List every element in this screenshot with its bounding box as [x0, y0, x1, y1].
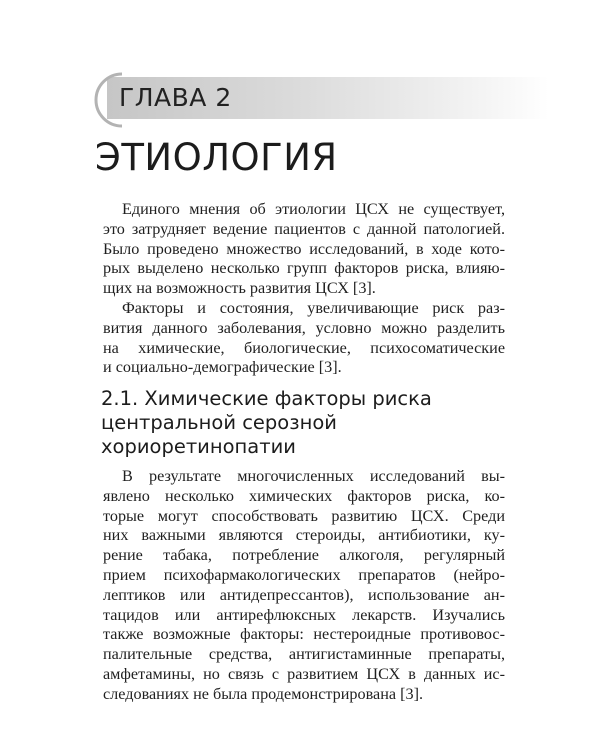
- text-line: рение табака, потребление алкоголя, регулярный: [103, 546, 505, 565]
- section-paragraph: [103, 467, 505, 705]
- text-line: вития данного заболевания, условно можно разделить: [103, 318, 505, 337]
- text-line: лептиков или антидепрессантов), использование ан-: [103, 585, 505, 604]
- intro-paragraph-2: [103, 299, 505, 378]
- text-line: палительные средства, антигистаминные препараты,: [103, 645, 505, 664]
- text-line: Единого мнения об этиологии ЦСХ не существует,: [122, 200, 505, 218]
- chapter-title: ЭТИОЛОГИЯ: [95, 136, 338, 179]
- text-line: прием психофармакологических препаратов (нейро-: [103, 565, 505, 584]
- text-line: В результате многочисленных исследований вы-: [122, 467, 505, 485]
- chapter-label: ГЛАВА 2: [119, 83, 232, 112]
- text-line: тацидов или антирефлюксных лекарств. Изучались: [103, 605, 505, 624]
- text-line: явлено несколько химических факторов риска, ко-: [103, 486, 505, 505]
- text-line: торые могут способствовать развитию ЦСХ. Среди: [103, 506, 505, 525]
- section-heading-line: 2.1. Химические факторы риска: [101, 387, 432, 410]
- text-line: Было проведено множество исследований, в ходе кото-: [103, 239, 505, 258]
- text-line: них важными являются стероиды, антибиотики, ку-: [103, 526, 505, 545]
- text-line: Факторы и состояния, увеличивающие риск раз-: [122, 299, 505, 317]
- text-line: и социально-демографические [3].: [103, 358, 342, 377]
- section-heading-line: центральной серозной: [101, 411, 337, 434]
- intro-paragraph-1: [103, 200, 505, 299]
- section-heading-line: хориоретинопатии: [101, 435, 296, 458]
- section-heading: [101, 387, 511, 459]
- text-line: на химические, биологические, психосоматические: [103, 338, 505, 357]
- text-line: также возможные факторы: нестероидные противовос-: [103, 625, 505, 644]
- text-line: это затрудняет ведение пациентов с данной патологией.: [103, 219, 505, 238]
- text-line: амфетамины, но связь с развитием ЦСХ в данных ис-: [103, 664, 505, 683]
- text-line: щих на возможность развития ЦСХ [3].: [103, 279, 376, 298]
- text-line: следованиях не была продемонстрирована [3].: [103, 684, 424, 703]
- text-line: рых выделено несколько групп факторов риска, влияю-: [103, 259, 505, 278]
